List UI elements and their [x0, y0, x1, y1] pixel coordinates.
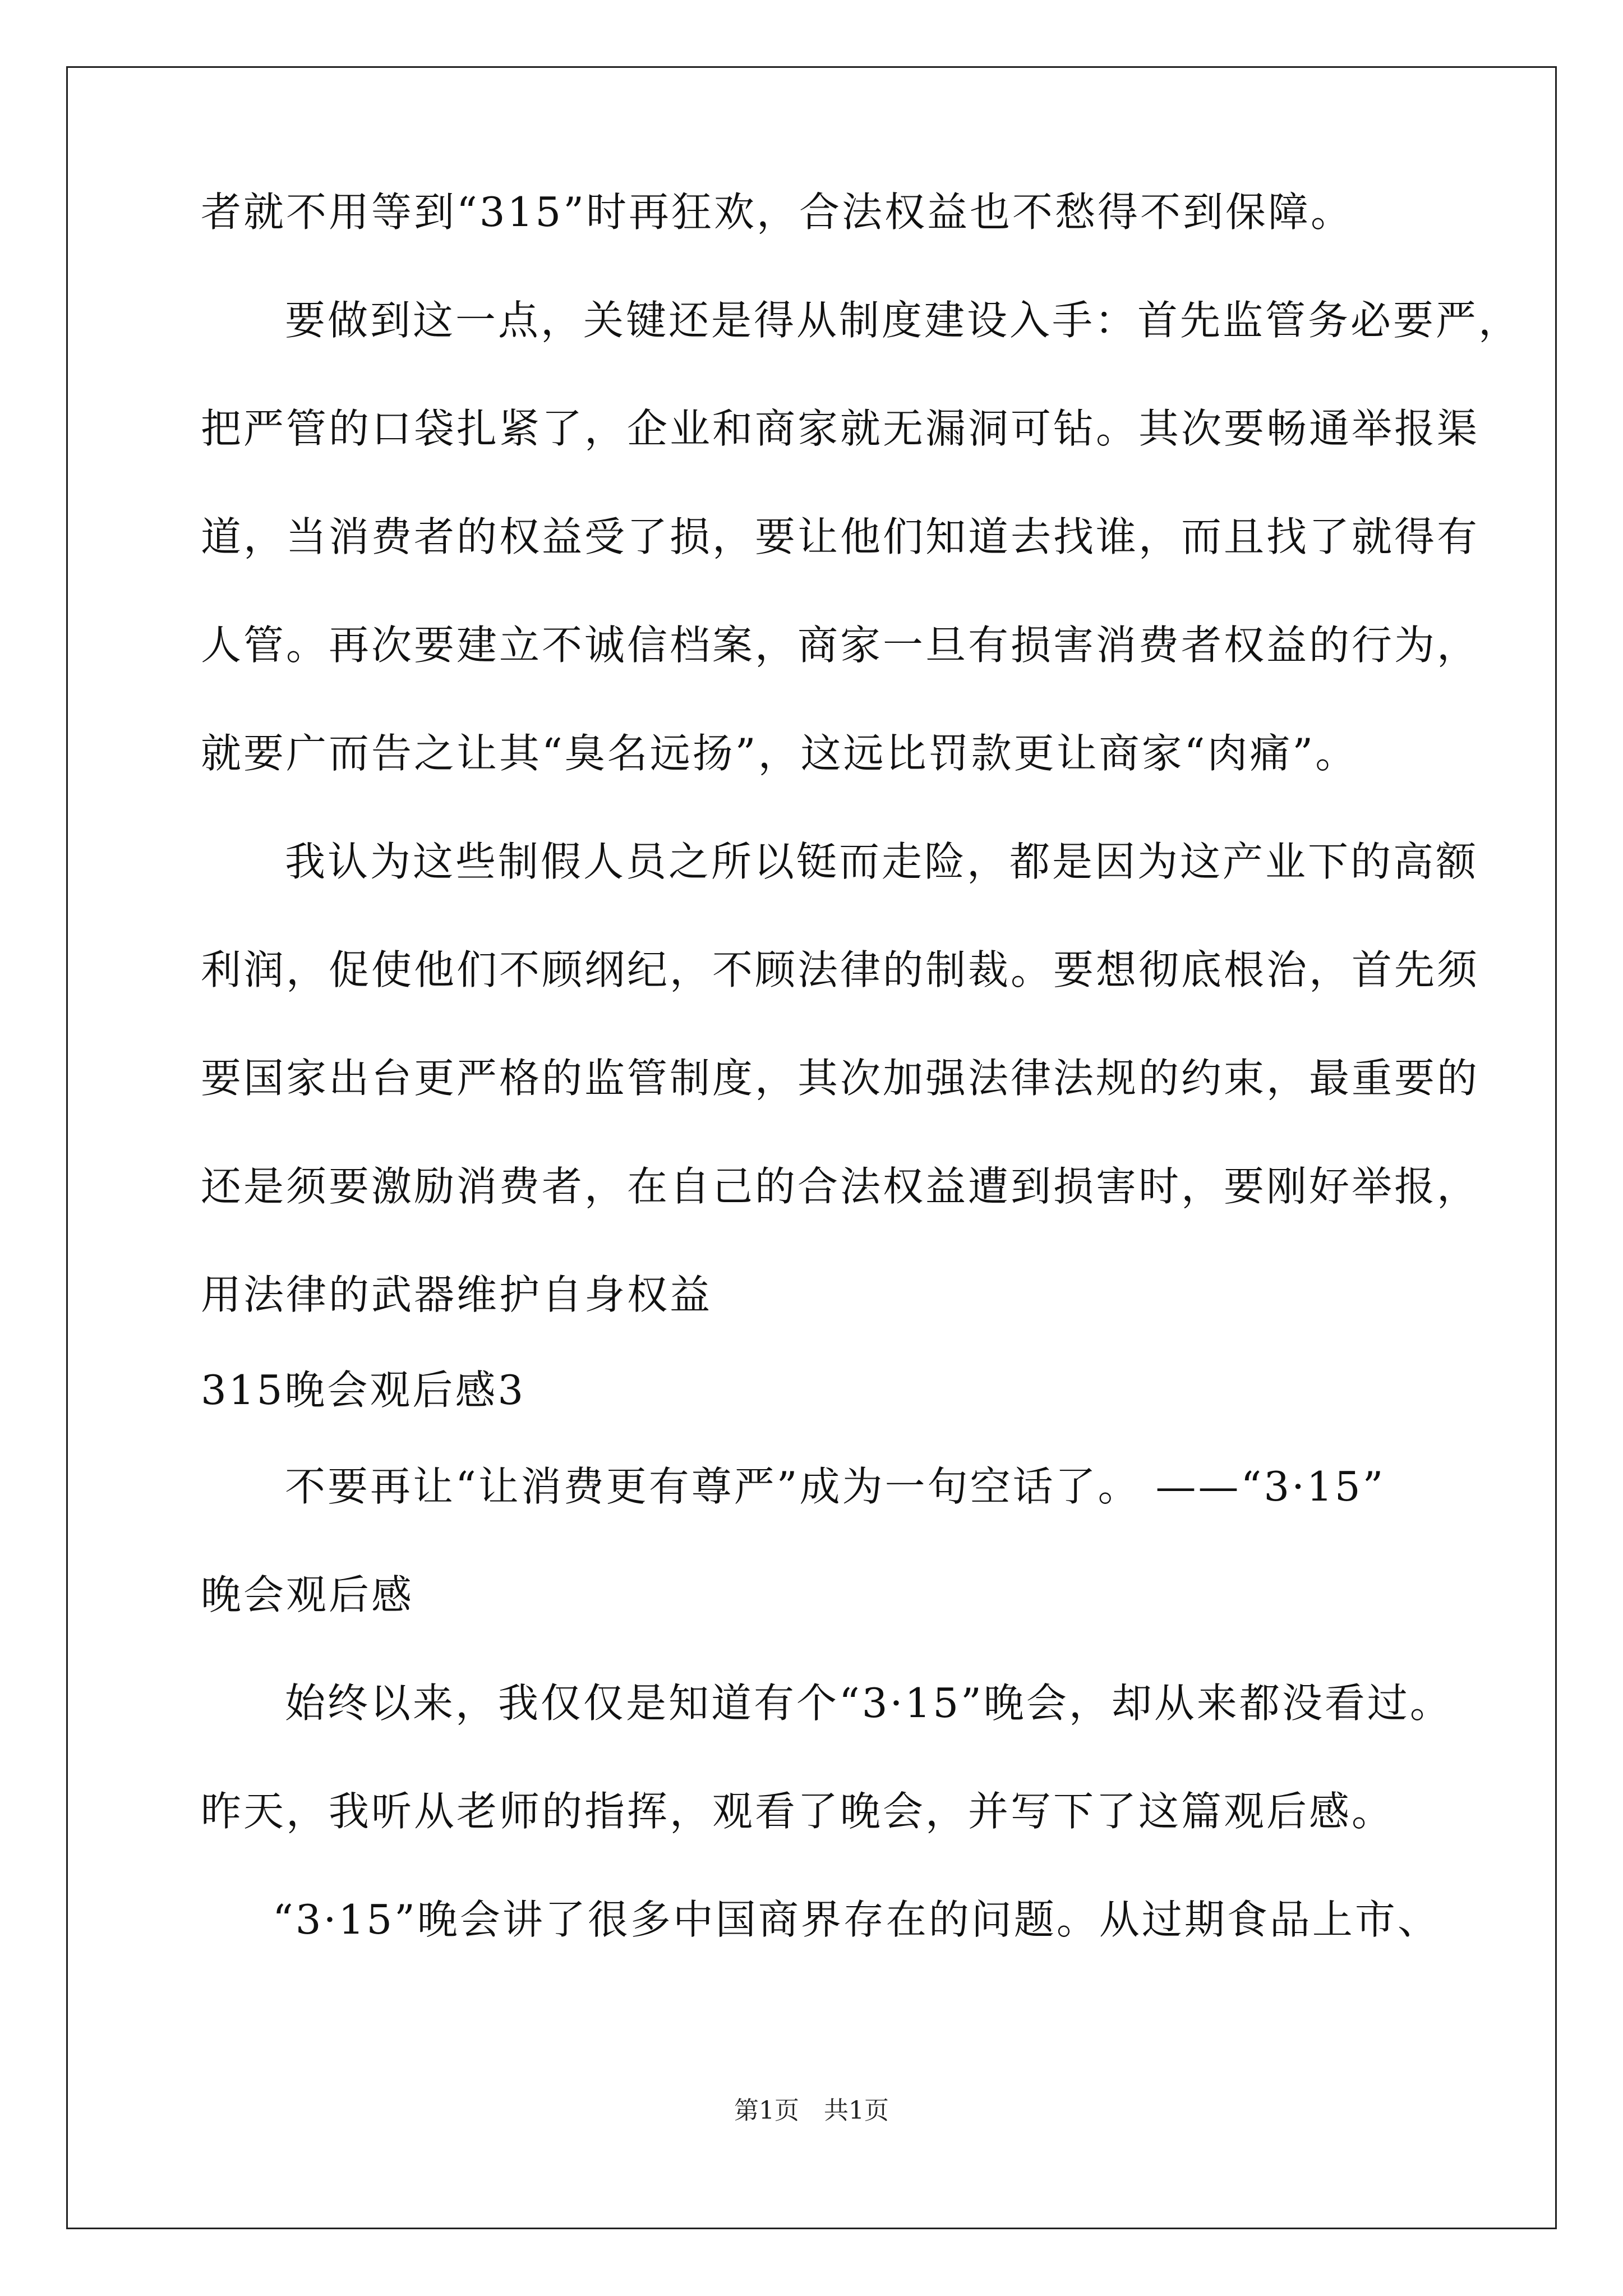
text-line: 把严管的口袋扎紧了，企业和商家就无漏洞可钻。其次要畅通举报渠 [201, 405, 1480, 452]
paragraph-start-line: “3·15”晚会讲了很多中国商界存在的问题。从过期食品上市、 [273, 1896, 1440, 1943]
paragraph-start-line: 不要再让“让消费更有尊严”成为一句空话了。 ——“3·15” [285, 1463, 1386, 1510]
paragraph-start-line: 要做到这一点，关键还是得从制度建设入手：首先监管务必要严， [285, 297, 1521, 344]
paragraph-start-line: 始终以来，我仅仅是知道有个“3·15”晚会，却从来都没看过。 [285, 1680, 1453, 1727]
text-line: 要国家出台更严格的监管制度，其次加强法律法规的约束，最重要的 [201, 1055, 1480, 1102]
text-line: 就要广而告之让其“臭名远扬”，这远比罚款更让商家“肉痛”。 [201, 730, 1358, 777]
text-line: 晚会观后感 [201, 1571, 414, 1618]
page-number-footer: 第1页 共1页 [734, 2096, 889, 2125]
text-line: 人管。再次要建立不诚信档案，商家一旦有损害消费者权益的行为， [201, 622, 1480, 669]
text-line: 利润，促使他们不顾纲纪，不顾法律的制裁。要想彻底根治，首先须 [201, 946, 1480, 993]
text-line: 用法律的武器维护自身权益 [201, 1271, 713, 1318]
text-line: 道，当消费者的权益受了损，要让他们知道去找谁，而且找了就得有 [201, 513, 1480, 560]
paragraph-start-line: 我认为这些制假人员之所以铤而走险，都是因为这产业下的高额 [285, 838, 1479, 885]
text-line: 还是须要激励消费者，在自己的合法权益遭到损害时，要刚好举报， [201, 1163, 1480, 1210]
section-heading: 315晚会观后感3 [201, 1366, 526, 1414]
text-line: 昨天，我听从老师的指挥，观看了晚会，并写下了这篇观后感。 [201, 1788, 1395, 1835]
text-line: 者就不用等到“315”时再狂欢，合法权益也不愁得不到保障。 [201, 188, 1354, 236]
